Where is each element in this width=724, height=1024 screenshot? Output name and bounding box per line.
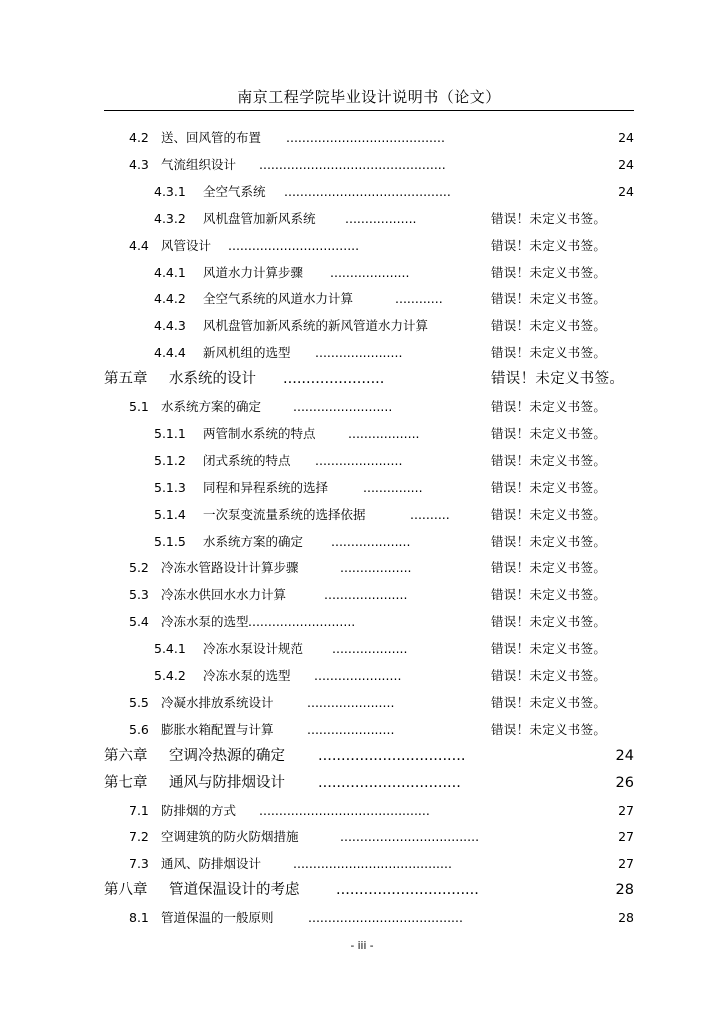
toc-entry-number: 第五章 <box>104 371 148 388</box>
toc-entry-title: 膨胀水箱配置与计算 <box>161 721 274 737</box>
toc-entry-title: 冷冻水泵的选型 <box>161 614 249 630</box>
toc-entry-title: 管道保温的一般原则 <box>161 910 274 926</box>
toc-entry-number: 4.3.2 <box>154 210 186 226</box>
toc-entry-number: 7.3 <box>129 856 149 872</box>
toc-entry-number: 5.5 <box>129 694 149 710</box>
toc-entry-title: 闭式系统的特点 <box>203 452 291 468</box>
toc-entry-title: 全空气系统的风道水力计算 <box>203 291 354 307</box>
toc-entry[interactable] <box>0 662 724 689</box>
toc-dot-leader: ................... <box>332 641 408 657</box>
toc-entry[interactable] <box>0 850 724 877</box>
toc-entry-number: 4.4.3 <box>154 318 186 334</box>
toc-entry-title: 新风机组的选型 <box>203 345 291 361</box>
toc-entry-number: 第七章 <box>104 774 148 791</box>
toc-page-number: 24 <box>615 747 634 764</box>
toc-entry[interactable] <box>0 608 724 635</box>
toc-entry-number: 4.4.4 <box>154 345 186 361</box>
toc-bookmark-error: 错误！未定义书签。 <box>491 237 607 253</box>
toc-dot-leader: ....................................... <box>308 910 463 926</box>
toc-entry[interactable] <box>0 339 724 366</box>
toc-page-number: 28 <box>618 910 634 926</box>
toc-entry[interactable] <box>0 716 724 743</box>
toc-page-number: 27 <box>618 829 634 845</box>
toc-page-number: 24 <box>618 156 634 172</box>
toc-entry[interactable] <box>0 393 724 420</box>
toc-entry[interactable] <box>0 797 724 824</box>
toc-entry[interactable] <box>0 285 724 312</box>
toc-entry-title: 空调冷热源的确定 <box>169 747 285 764</box>
toc-chapter-entry[interactable] <box>0 366 724 393</box>
toc-entry[interactable] <box>0 151 724 178</box>
toc-page-number: 27 <box>618 856 634 872</box>
toc-dot-leader: ................................. <box>228 237 360 253</box>
toc-bookmark-error: 错误！未定义书签。 <box>491 587 607 603</box>
toc-dot-leader: ............................... <box>318 774 461 791</box>
toc-bookmark-error: 错误！未定义书签。 <box>491 291 607 307</box>
toc-page-number: 24 <box>618 183 634 199</box>
toc-dot-leader: ........................... <box>248 614 356 630</box>
toc-entry-title: 两管制水系统的特点 <box>203 425 316 441</box>
toc-bookmark-error: 错误！未定义书签。 <box>491 560 607 576</box>
toc-entry[interactable] <box>0 904 724 931</box>
toc-entry-number: 4.4.2 <box>154 291 186 307</box>
toc-dot-leader: ................................ <box>318 747 466 764</box>
toc-dot-leader: ...................... <box>307 694 395 710</box>
toc-entry-number: 5.1.1 <box>154 425 186 441</box>
toc-bookmark-error: 错误！未定义书签。 <box>491 210 607 226</box>
toc-dot-leader: ........................................ <box>286 130 445 145</box>
toc-dot-leader: .................. <box>348 425 420 441</box>
toc-entry-number: 4.3.1 <box>154 183 186 199</box>
toc-entry[interactable] <box>0 635 724 662</box>
toc-bookmark-error: 错误！未定义书签。 <box>491 479 607 495</box>
toc-entry-number: 5.6 <box>129 721 149 737</box>
toc-entry-title: 风道水力计算步骤 <box>203 264 304 280</box>
toc-entry-title: 冷冻水泵的选型 <box>203 668 291 683</box>
toc-entry-number: 4.4.1 <box>154 264 186 280</box>
toc-dot-leader: .................... <box>330 264 410 280</box>
toc-entry[interactable] <box>0 420 724 447</box>
toc-bookmark-error: 错误！未定义书签。 <box>491 614 607 630</box>
toc-entry[interactable] <box>0 447 724 474</box>
toc-dot-leader: ............... <box>363 479 423 495</box>
toc-entry[interactable] <box>0 689 724 716</box>
toc-entry-title: 冷冻水供回水水力计算 <box>161 587 287 603</box>
toc-page-number: 28 <box>615 882 634 899</box>
toc-entry-number: 5.1.4 <box>154 506 186 522</box>
toc-entry-title: 风管设计 <box>161 237 212 253</box>
toc-entry-number: 8.1 <box>129 910 149 926</box>
toc-entry-title: 风机盘管加新风系统的新风管道水力计算 <box>203 318 429 334</box>
toc-bookmark-error: 错误！未定义书签。 <box>491 533 607 549</box>
toc-entry[interactable] <box>0 232 724 259</box>
toc-entry-title: 一次泵变流量系统的选择依据 <box>203 506 366 522</box>
toc-bookmark-error: 错误！未定义书签。 <box>491 668 607 683</box>
toc-bookmark-error: 错误！未定义书签。 <box>491 641 607 657</box>
toc-bookmark-error: 错误！未定义书签。 <box>491 399 607 414</box>
toc-entry[interactable] <box>0 528 724 555</box>
toc-entry-number: 5.1.3 <box>154 479 186 495</box>
toc-dot-leader: .................. <box>340 560 412 576</box>
toc-page-number: 27 <box>618 802 634 818</box>
toc-bookmark-error: 错误！未定义书签。 <box>491 345 607 361</box>
toc-bookmark-error: 错误！未定义书签。 <box>491 318 607 334</box>
toc-entry[interactable] <box>0 554 724 581</box>
toc-entry-title: 管道保温设计的考虑 <box>169 882 300 899</box>
toc-bookmark-error: 错误！未定义书签。 <box>491 721 607 737</box>
toc-dot-leader: ............................... <box>336 882 479 899</box>
toc-entry-title: 全空气系统 <box>203 183 266 199</box>
toc-entry-number: 4.2 <box>129 130 149 145</box>
toc-entry-title: 空调建筑的防火防烟措施 <box>161 829 299 845</box>
toc-bookmark-error: 错误！未定义书签。 <box>491 371 625 388</box>
toc-entry-number: 第六章 <box>104 747 148 764</box>
toc-bookmark-error: 错误！未定义书签。 <box>491 506 607 522</box>
toc-bookmark-error: 错误！未定义书签。 <box>491 452 607 468</box>
toc-dot-leader: .......................................... <box>284 183 451 199</box>
toc-entry-title: 冷凝水排放系统设计 <box>161 694 274 710</box>
toc-entry[interactable] <box>0 259 724 286</box>
toc-entry-number: 5.4.1 <box>154 641 186 657</box>
toc-entry[interactable] <box>0 178 724 205</box>
toc-entry-number: 第八章 <box>104 882 148 899</box>
toc-bookmark-error: 错误！未定义书签。 <box>491 264 607 280</box>
toc-dot-leader: ...................... <box>283 371 385 388</box>
toc-dot-leader: .......... <box>410 506 450 522</box>
toc-entry-title: 风机盘管加新风系统 <box>203 210 316 226</box>
toc-dot-leader: ...................... <box>307 721 395 737</box>
toc-dot-leader: ..................... <box>324 587 408 603</box>
toc-entry-number: 5.1 <box>129 399 149 414</box>
toc-entry-number: 5.4 <box>129 614 149 630</box>
toc-entry[interactable] <box>0 501 724 528</box>
toc-entry[interactable] <box>0 205 724 232</box>
document-header: 南京工程学院毕业设计说明书（论文） <box>104 86 634 111</box>
toc-entry-number: 4.4 <box>129 237 149 253</box>
toc-page-number: 26 <box>615 774 634 791</box>
toc-entry-title: 冷冻水泵设计规范 <box>203 641 304 657</box>
toc-entry-number: 7.1 <box>129 802 149 818</box>
toc-entry-title: 冷冻水管路设计计算步骤 <box>161 560 299 576</box>
toc-dot-leader: ...................... <box>315 345 403 361</box>
page-number: - iii - <box>350 940 374 952</box>
toc-entry[interactable] <box>0 474 724 501</box>
toc-dot-leader: .................... <box>331 533 411 549</box>
toc-entry-title: 送、回风管的布置 <box>161 130 262 145</box>
toc-chapter-entry[interactable] <box>0 877 724 904</box>
toc-entry-number: 5.1.5 <box>154 533 186 549</box>
toc-entry-title: 气流组织设计 <box>161 156 237 172</box>
toc-entry-number: 5.3 <box>129 587 149 603</box>
toc-dot-leader: ...................... <box>314 668 402 683</box>
toc-chapter-entry[interactable] <box>0 770 724 797</box>
toc-entry[interactable] <box>0 124 724 151</box>
toc-page-number: 24 <box>618 130 634 145</box>
toc-dot-leader: ........................................... <box>259 802 430 818</box>
toc-entry-number: 7.2 <box>129 829 149 845</box>
toc-entry-number: 5.2 <box>129 560 149 576</box>
toc-dot-leader: .................. <box>345 210 417 226</box>
toc-entry-title: 水系统方案的确定 <box>203 533 304 549</box>
toc-entry[interactable] <box>0 312 724 339</box>
toc-entry-title: 通风与防排烟设计 <box>169 774 285 791</box>
toc-entry-title: 同程和异程系统的选择 <box>203 479 329 495</box>
toc-entry-title: 防排烟的方式 <box>161 802 237 818</box>
toc-entry[interactable] <box>0 823 724 850</box>
toc-entry-number: 4.3 <box>129 156 149 172</box>
toc-entry-number: 5.1.2 <box>154 452 186 468</box>
toc-bookmark-error: 错误！未定义书签。 <box>491 425 607 441</box>
toc-dot-leader: ...................... <box>315 452 403 468</box>
toc-entry-title: 通风、防排烟设计 <box>161 856 262 872</box>
toc-dot-leader: ........................................ <box>293 856 452 872</box>
toc-entry-title: 水系统方案的确定 <box>161 399 262 414</box>
toc-dot-leader: ............ <box>395 291 443 307</box>
toc-bookmark-error: 错误！未定义书签。 <box>491 694 607 710</box>
toc-dot-leader: ......................... <box>293 399 393 414</box>
toc-dot-leader: ............................................... <box>259 156 446 172</box>
toc-entry[interactable] <box>0 581 724 608</box>
toc-dot-leader: ................................... <box>340 829 480 845</box>
toc-entry-title: 水系统的设计 <box>169 371 256 388</box>
toc-chapter-entry[interactable] <box>0 743 724 770</box>
toc-entry-number: 5.4.2 <box>154 668 186 683</box>
